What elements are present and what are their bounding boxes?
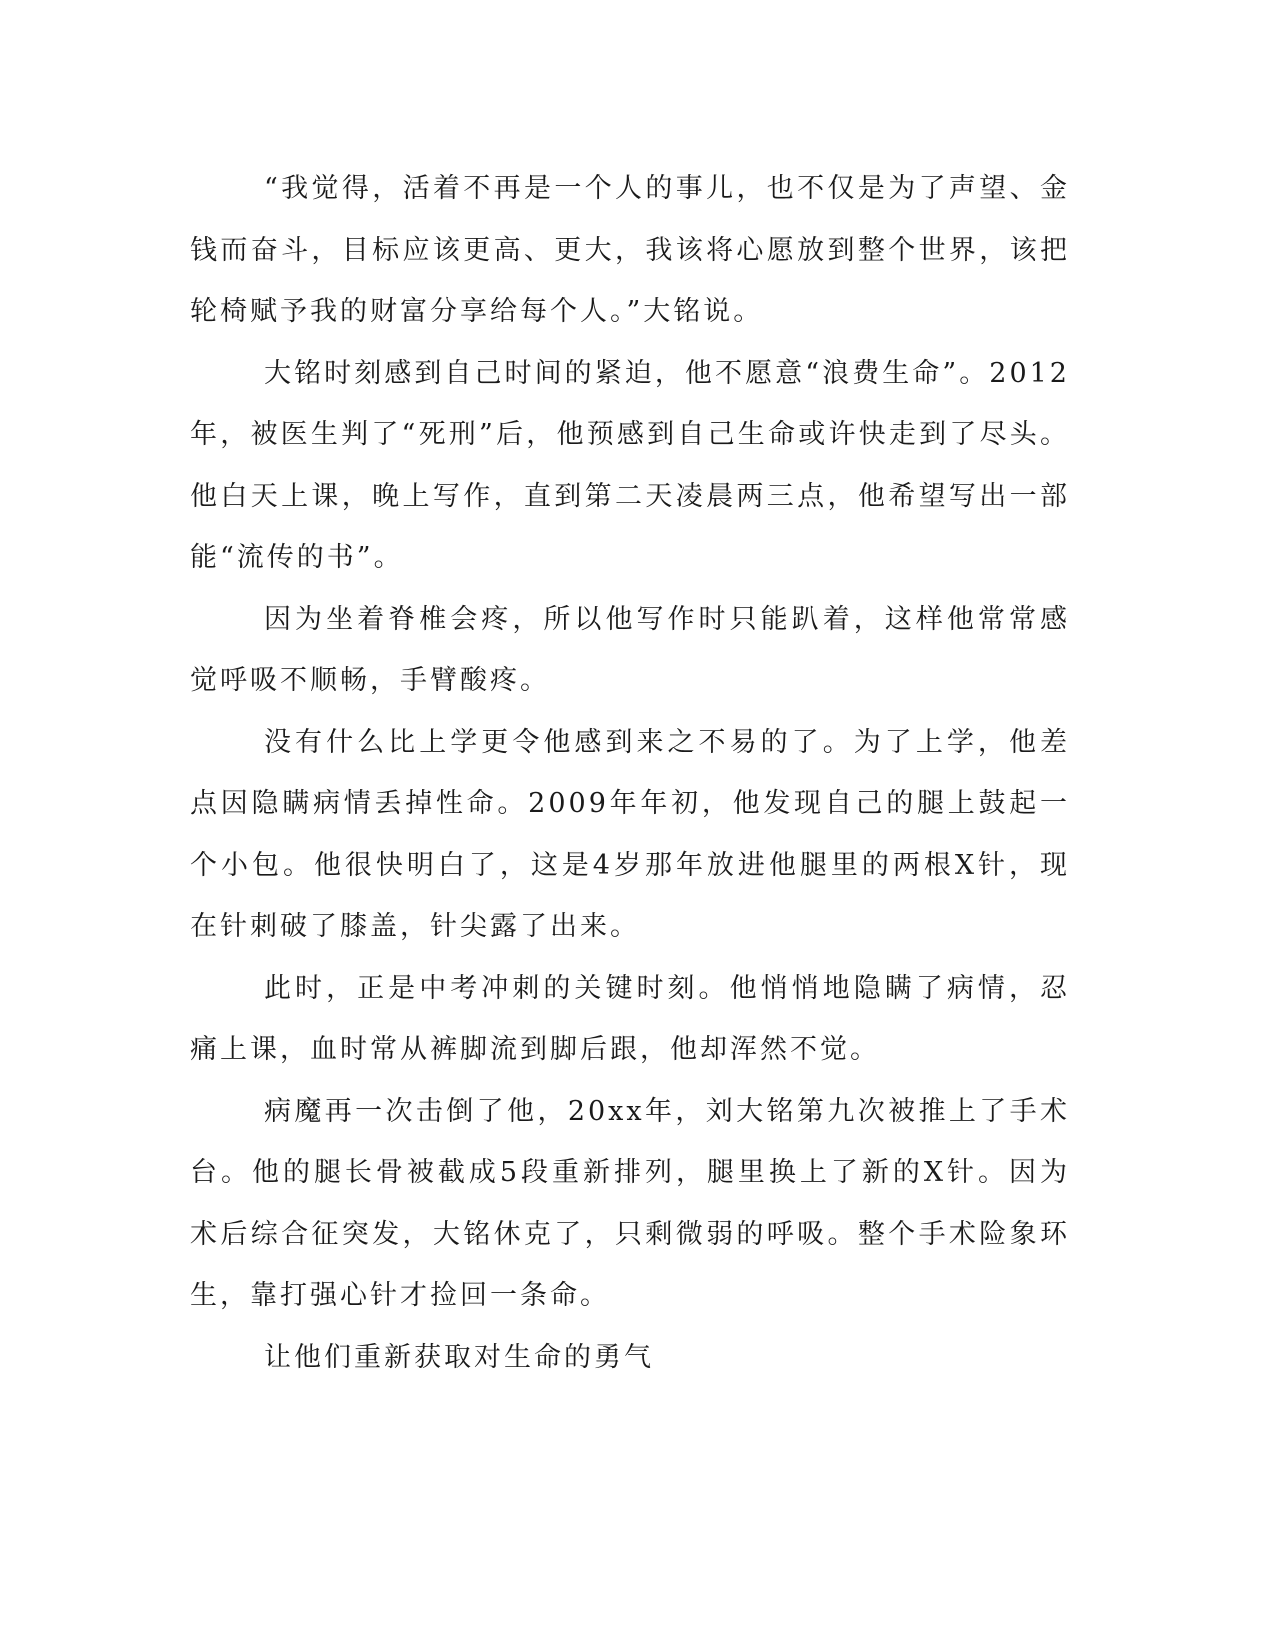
paragraph-4: 没有什么比上学更令他感到来之不易的了。为了上学，他差点因隐瞒病情丢掉性命。2009年年初，他发现自己的腿上鼓起一个小包。他很快明白了，这是4岁那年放进他腿里的两根X针，现在针刺破了膝盖，针尖露了出来。 xyxy=(190,726,1070,942)
paragraph-3: 因为坐着脊椎会疼，所以他写作时只能趴着，这样他常常感觉呼吸不顺畅，手臂酸疼。 xyxy=(190,603,1070,696)
paragraph-6: 病魔再一次击倒了他，20xx年，刘大铭第九次被推上了手术台。他的腿长骨被截成5段重新排列，腿里换上了新的X针。因为术后综合征突发，大铭休克了，只剩微弱的呼吸。整个手术险象环生，靠打强心针才捡回一条命。 xyxy=(190,1095,1070,1311)
paragraph-1: “我觉得，活着不再是一个人的事儿，也不仅是为了声望、金钱而奋斗，目标应该更高、更大，我该将心愿放到整个世界，该把轮椅赋予我的财富分享给每个人。”大铭说。 xyxy=(190,173,1070,327)
paragraph-2: 大铭时刻感到自己时间的紧迫，他不愿意“浪费生命”。2012年，被医生判了“死刑”后，他预感到自己生命或许快走到了尽头。他白天上课，晚上写作，直到第二天凌晨两三点，他希望写出一部能“流传的书”。 xyxy=(190,357,1070,573)
document-body xyxy=(190,158,1070,1388)
paragraph-5: 此时，正是中考冲刺的关键时刻。他悄悄地隐瞒了病情，忍痛上课，血时常从裤脚流到脚后跟，他却浑然不觉。 xyxy=(190,972,1070,1065)
paragraph-7: 让他们重新获取对生命的勇气 xyxy=(264,1341,654,1373)
